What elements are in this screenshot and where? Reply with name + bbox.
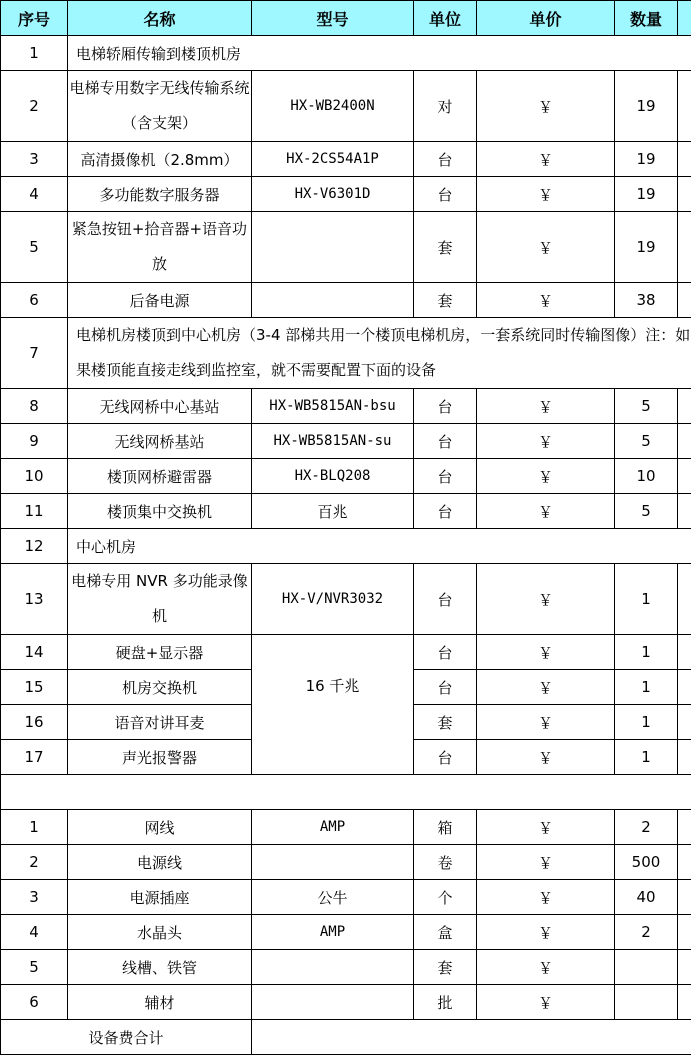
table-row	[1, 71, 691, 142]
row-price: ￥	[477, 635, 615, 670]
row-name: 线槽、铁管	[68, 950, 252, 985]
row-model	[252, 283, 414, 318]
header-extra	[678, 1, 691, 36]
row-price: ￥	[477, 494, 615, 529]
row-no: 13	[1, 564, 68, 635]
header-price: 单价	[477, 1, 615, 36]
row-price: ￥	[477, 670, 615, 705]
row-qty: 5	[615, 494, 678, 529]
row-no: 11	[1, 494, 68, 529]
header-qty: 数量	[615, 1, 678, 36]
row-model: HX-WB5815AN-su	[252, 424, 414, 459]
row-qty: 500	[615, 845, 678, 880]
row-name: 无线网桥基站	[68, 424, 252, 459]
header-unit: 单位	[414, 1, 477, 36]
row-price: ￥	[477, 950, 615, 985]
row-name: 电梯专用 NVR 多功能录像机	[68, 564, 252, 635]
table-row	[1, 494, 691, 529]
row-model	[252, 950, 414, 985]
row-no: 14	[1, 635, 68, 670]
row-price: ￥	[477, 424, 615, 459]
section-title: 中心机房	[68, 529, 691, 564]
row-no: 8	[1, 389, 68, 424]
row-no: 2	[1, 845, 68, 880]
row-no: 2	[1, 71, 68, 142]
row-no: 12	[1, 529, 68, 564]
row-price: ￥	[477, 880, 615, 915]
row-qty: 5	[615, 389, 678, 424]
material-row	[1, 950, 691, 985]
table-row	[1, 212, 691, 283]
row-name: 楼顶网桥避雷器	[68, 459, 252, 494]
row-unit: 对	[414, 71, 477, 142]
row-unit: 台	[414, 424, 477, 459]
row-price: ￥	[477, 810, 615, 845]
material-row	[1, 915, 691, 950]
row-unit: 台	[414, 142, 477, 177]
row-unit: 个	[414, 880, 477, 915]
row-qty: 19	[615, 212, 678, 283]
row-no: 4	[1, 177, 68, 212]
row-unit: 盒	[414, 915, 477, 950]
row-model	[252, 845, 414, 880]
row-qty: 2	[615, 810, 678, 845]
row-price: ￥	[477, 705, 615, 740]
row-unit: 台	[414, 740, 477, 775]
row-price: ￥	[477, 212, 615, 283]
section-title: 电梯机房楼顶到中心机房（3-4 部梯共用一个楼顶电梯机房，一套系统同时传输图像）注：如果楼顶能直接走线到监控室，就不需要配置下面的设备	[68, 318, 691, 389]
row-name: 辅材	[68, 985, 252, 1020]
row-unit: 批	[414, 985, 477, 1020]
row-no: 6	[1, 985, 68, 1020]
row-model: HX-WB2400N	[252, 71, 414, 142]
header-no: 序号	[1, 1, 68, 36]
header-model: 型号	[252, 1, 414, 36]
row-unit: 台	[414, 177, 477, 212]
row-name: 楼顶集中交换机	[68, 494, 252, 529]
row-price: ￥	[477, 177, 615, 212]
row-name: 多功能数字服务器	[68, 177, 252, 212]
header-name: 名称	[68, 1, 252, 36]
row-unit: 台	[414, 670, 477, 705]
row-no: 5	[1, 212, 68, 283]
material-row	[1, 985, 691, 1020]
table-row	[1, 142, 691, 177]
row-price: ￥	[477, 915, 615, 950]
row-qty: 1	[615, 740, 678, 775]
row-price: ￥	[477, 845, 615, 880]
total-row	[1, 1020, 691, 1055]
table-row	[1, 635, 691, 670]
row-model: HX-V/NVR3032	[252, 564, 414, 635]
row-unit: 套	[414, 705, 477, 740]
row-name: 高清摄像机（2.8mm）	[68, 142, 252, 177]
table-row	[1, 389, 691, 424]
row-name: 后备电源	[68, 283, 252, 318]
table-row	[1, 283, 691, 318]
row-qty: 1	[615, 705, 678, 740]
row-no: 7	[1, 318, 68, 389]
row-qty: 40	[615, 880, 678, 915]
header-row	[1, 1, 691, 36]
row-no: 3	[1, 142, 68, 177]
row-name: 水晶头	[68, 915, 252, 950]
material-row	[1, 810, 691, 845]
row-qty: 1	[615, 670, 678, 705]
total-label: 设备费合计	[1, 1020, 252, 1055]
row-no: 1	[1, 36, 68, 71]
row-qty: 19	[615, 71, 678, 142]
row-model	[252, 212, 414, 283]
row-qty: 19	[615, 142, 678, 177]
row-no: 6	[1, 283, 68, 318]
row-name: 电源插座	[68, 880, 252, 915]
row-no: 9	[1, 424, 68, 459]
row-price: ￥	[477, 142, 615, 177]
row-qty: 5	[615, 424, 678, 459]
section-row	[1, 36, 691, 71]
row-model: 百兆	[252, 494, 414, 529]
row-name: 机房交换机	[68, 670, 252, 705]
row-unit: 台	[414, 564, 477, 635]
table-row	[1, 564, 691, 635]
row-qty: 1	[615, 635, 678, 670]
row-name: 电源线	[68, 845, 252, 880]
section-row	[1, 318, 691, 389]
row-price: ￥	[477, 459, 615, 494]
row-name: 网线	[68, 810, 252, 845]
row-unit: 台	[414, 389, 477, 424]
row-no: 4	[1, 915, 68, 950]
row-unit: 套	[414, 212, 477, 283]
row-qty: 10	[615, 459, 678, 494]
row-name: 无线网桥中心基站	[68, 389, 252, 424]
table-row	[1, 459, 691, 494]
row-qty: 1	[615, 564, 678, 635]
row-price: ￥	[477, 389, 615, 424]
blank-separator-row	[1, 775, 691, 810]
row-price: ￥	[477, 985, 615, 1020]
row-price: ￥	[477, 283, 615, 318]
row-model: 公牛	[252, 880, 414, 915]
row-model	[252, 985, 414, 1020]
row-model: HX-2CS54A1P	[252, 142, 414, 177]
material-row	[1, 880, 691, 915]
row-price: ￥	[477, 564, 615, 635]
row-model: AMP	[252, 810, 414, 845]
row-name: 紧急按钮+拾音器+语音功放	[68, 212, 252, 283]
row-no: 16	[1, 705, 68, 740]
row-unit: 卷	[414, 845, 477, 880]
table-row	[1, 424, 691, 459]
row-model: HX-WB5815AN-bsu	[252, 389, 414, 424]
row-unit: 台	[414, 459, 477, 494]
row-name: 声光报警器	[68, 740, 252, 775]
table-row	[1, 177, 691, 212]
material-row	[1, 845, 691, 880]
row-model: HX-V6301D	[252, 177, 414, 212]
row-name: 硬盘+显示器	[68, 635, 252, 670]
row-model: HX-BLQ208	[252, 459, 414, 494]
row-no: 10	[1, 459, 68, 494]
row-name: 语音对讲耳麦	[68, 705, 252, 740]
row-model: AMP	[252, 915, 414, 950]
row-price: ￥	[477, 71, 615, 142]
row-unit: 套	[414, 950, 477, 985]
row-unit: 台	[414, 494, 477, 529]
row-qty	[615, 985, 678, 1020]
row-unit: 台	[414, 635, 477, 670]
row-no: 15	[1, 670, 68, 705]
section-row	[1, 529, 691, 564]
total-value	[252, 1020, 691, 1055]
row-unit: 箱	[414, 810, 477, 845]
row-qty	[615, 950, 678, 985]
row-no: 17	[1, 740, 68, 775]
row-name: 电梯专用数字无线传输系统（含支架）	[68, 71, 252, 142]
row-no: 1	[1, 810, 68, 845]
section-title: 电梯轿厢传输到楼顶机房	[68, 36, 691, 71]
row-model: 16 千兆	[252, 635, 414, 775]
row-qty: 2	[615, 915, 678, 950]
row-unit: 套	[414, 283, 477, 318]
row-price: ￥	[477, 740, 615, 775]
row-qty: 19	[615, 177, 678, 212]
row-no: 3	[1, 880, 68, 915]
row-no: 5	[1, 950, 68, 985]
row-qty: 38	[615, 283, 678, 318]
